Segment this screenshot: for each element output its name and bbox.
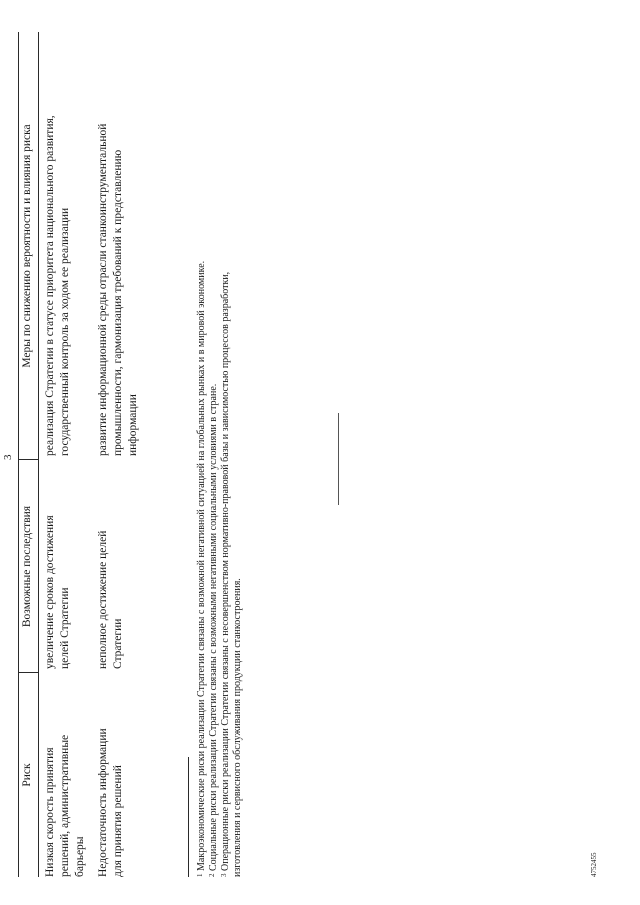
footnote-3 (220, 197, 244, 877)
footnote-2 (208, 217, 220, 877)
short-center-rule (338, 413, 339, 505)
table-row-2-consequences (96, 463, 126, 669)
table-row-2-risk (96, 677, 126, 877)
footnote-mark: 1 (196, 873, 204, 877)
footnote-separator (188, 757, 189, 877)
footnote-text-line: Операционные риски реализации Стратегии связаны с несовершенством нормативно-правовой базы и зависимостью процессов разработки, (220, 271, 231, 871)
risk-line: решений, административные (59, 734, 71, 877)
consequence-line: целей Стратегии (59, 587, 71, 669)
table-top-rule (18, 32, 19, 877)
measure-line: информации (127, 394, 139, 456)
measure-line: государственный контроль за ходом ее реализации (59, 207, 71, 456)
footnote-text-line: изготовления и сервисного обслуживания продукции станкостроения. (232, 578, 243, 877)
table-row-1-measures (43, 26, 73, 456)
footnote-mark: 2 (208, 873, 216, 877)
consequence-line: Стратегии (112, 618, 124, 669)
risk-line: Низкая скорость принятия (44, 747, 56, 877)
document-id: 4752455 (590, 852, 598, 877)
footnote-mark: 3 (220, 873, 228, 877)
measure-line: реализация Стратегии в статусе приоритета национального развития, (44, 115, 56, 456)
risk-line: барьеры (74, 836, 86, 877)
risk-line: Недостаточность информации (97, 728, 109, 877)
consequence-line: увеличение сроков достижения (44, 515, 56, 669)
table-header-rule (38, 32, 39, 877)
page-number: 3 (2, 454, 14, 460)
risk-line: для принятия решений (112, 765, 124, 877)
header-consequences: Возможные последствия (21, 505, 33, 628)
header-measures: Меры по снижению вероятности и влияния риска (21, 124, 33, 368)
footnote-text: Макроэкономические риски реализации Стратегии связаны с возможной негативной ситуацией на глобальных рынках и в мировой экономике. (196, 260, 207, 871)
table-row-2-measures (96, 26, 141, 456)
measure-line: промышленности, гармонизация требований к представлению (112, 149, 124, 456)
footnote-text: Социальные риски реализации Стратегии связаны с возможными негативными социальными условиями в стране. (208, 383, 219, 871)
consequence-line: неполное достижение целей (97, 530, 109, 669)
table-row-1-consequences (43, 463, 73, 669)
measure-line: развитие информационной среды отрасли станкоинструментальной (97, 123, 109, 456)
footnote-1 (196, 217, 208, 877)
table-row-1-risk (43, 677, 88, 877)
header-risk: Риск (21, 763, 33, 787)
